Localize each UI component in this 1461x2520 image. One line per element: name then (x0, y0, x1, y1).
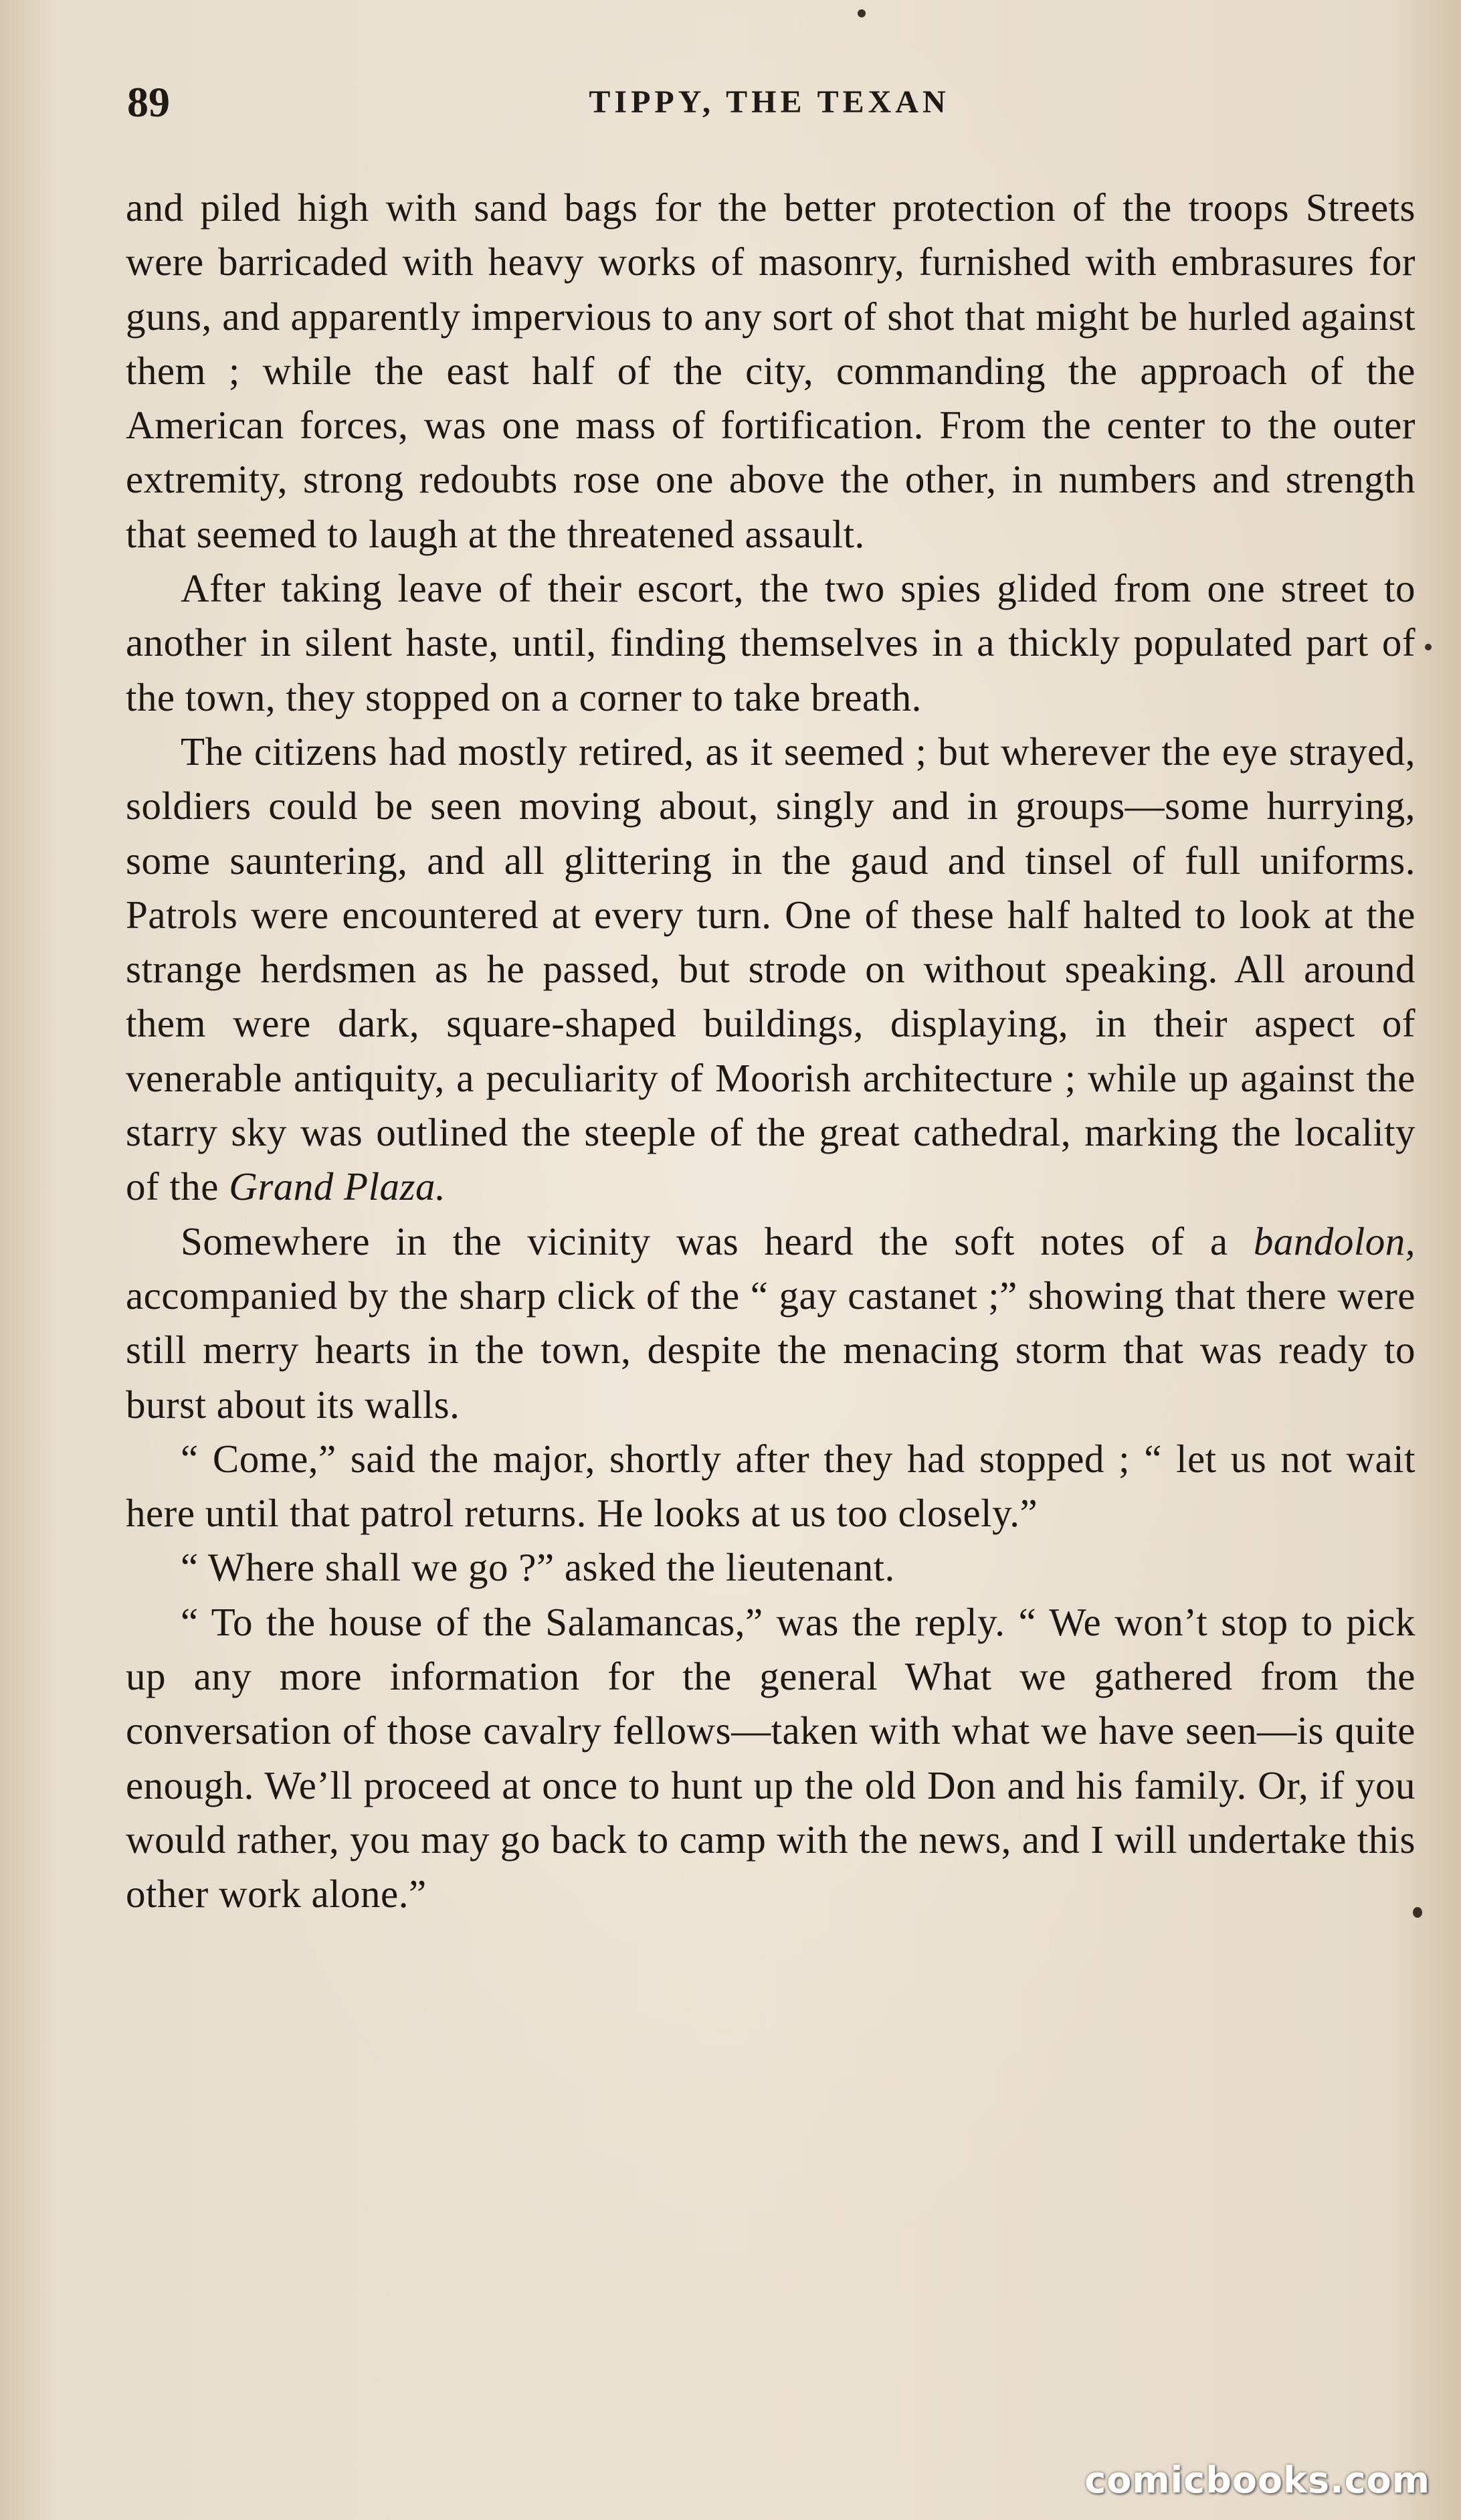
paragraph-1: and piled high with sand bags for the better protection of the troops Streets were barricaded with heavy works of masonry, furnished with embrasures for guns, and apparently impervious to any sort of shot that might be hurled against them ; while the east half of the city, commanding the approach of the American forces, was one mass of fortification. From the center to the outer extremity, strong redoubts rose one above the other, in numbers and strength that seemed to laugh at the threatened assault. (126, 185, 1416, 556)
paragraph-3 (126, 725, 1416, 1214)
ink-speck (1425, 644, 1432, 650)
grand-plaza-italic: Grand Plaza. (229, 1164, 446, 1209)
paragraph-2: After taking leave of their escort, the two spies glided from one street to another in silent haste, until, finding themselves in a thickly populated part of the town, they stopped on a corner to take breath. (126, 566, 1416, 719)
page-number: 89 (127, 78, 170, 126)
page-body (126, 181, 1416, 1922)
bandolon-italic: bandolon, (1253, 1219, 1416, 1263)
running-head: TIPPY, THE TEXAN (589, 84, 950, 120)
page-header (127, 72, 1411, 132)
paragraph-6: “ Where shall we go ?” asked the lieutenant. (181, 1545, 895, 1590)
paragraph-5: “ Come,” said the major, shortly after they had stopped ; “ let us not wait here until that patrol returns. He looks at us too closely.” (126, 1436, 1416, 1536)
paragraph-4-end: accompanied by the sharp click of the “ gay castanet ;” showing that there were still merry hearts in the town, despite the menacing storm that was ready to burst about its walls. (126, 1273, 1416, 1427)
watermark: comicbooks.com (1084, 2459, 1430, 2501)
paragraph-3-text: The citizens had mostly retired, as it seemed ; but wherever the eye strayed, soldiers could be seen moving about, singly and in groups—some hurrying, some sauntering, and all glittering in the gaud and tinsel of full uniforms. Patrols were encountered at every turn. One of these half halted to look at the strange herdsmen as he passed, but strode on without speaking. All around them were dark, square-shaped buildings, displaying, in their aspect of venerable antiquity, a peculiarity of Moorish architecture ; while up against the starry sky was outlined the steeple of the great cathedral, marking the locality of the (126, 729, 1416, 1209)
paragraph-4-start: Somewhere in the vicinity was heard the soft notes of a (181, 1219, 1228, 1263)
paragraph-4 (126, 1214, 1416, 1432)
paragraph-7: “ To the house of the Salamancas,” was the reply. “ We won’t stop to pick up any more information for the general What we gathered from the conversation of those cavalry fellows—taken with what we have seen—is quite enough. We’ll proceed at once to hunt up the old Don and his family. Or, if you would rather, you may go back to camp with the news, and I will undertake this other work alone.” (126, 1599, 1416, 1916)
ink-speck (858, 9, 866, 17)
